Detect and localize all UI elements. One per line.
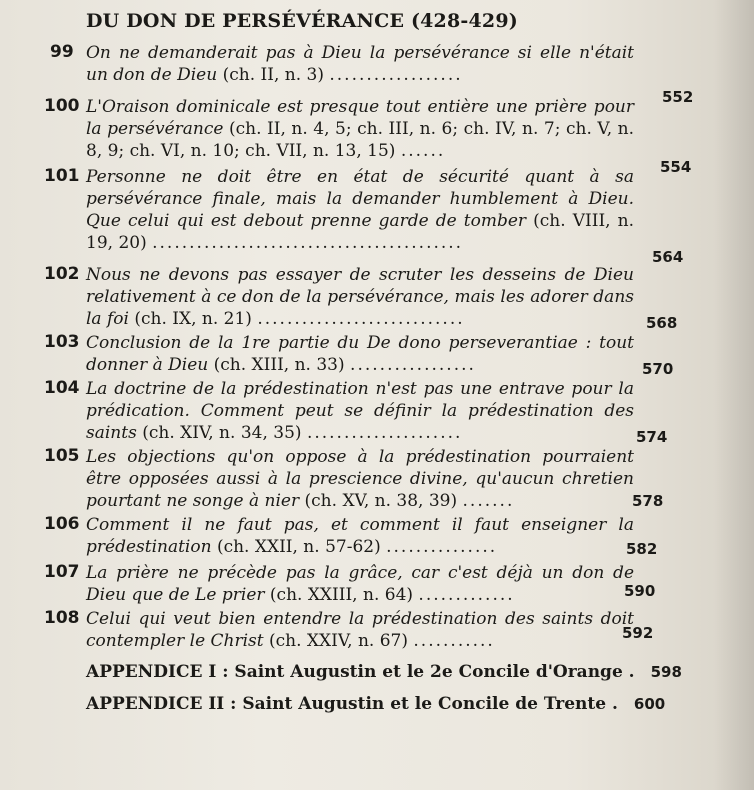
entry-reference: (ch. XXII, n. 57-62) bbox=[216, 537, 381, 557]
entry-title: Les objections qu'on oppose à la prédestination pourraient être opposées aussi à la prescience divine, qu'aucun chretien pourtant ne songe à nier bbox=[86, 447, 634, 511]
leader-dots: ............... bbox=[386, 537, 498, 557]
leader-dots: ....... bbox=[462, 491, 515, 511]
section-title: DU DON DE PERSÉVÉRANCE (428-429) bbox=[86, 10, 518, 32]
leader-dots: ............................ bbox=[257, 309, 465, 329]
entry-title: La prière ne précède pas la grâce, car c'est déjà un don de Dieu que de Le prier bbox=[86, 563, 634, 605]
entry-text bbox=[86, 264, 634, 330]
entry-reference: (ch. II, n. 4, 5; ch. III, n. 6; ch. IV, n. 7; ch. V, n. 8, 9; ch. VI, n. 10; ch. VII, n. 13, 15) bbox=[86, 119, 635, 161]
appendix-page: 600 bbox=[633, 695, 666, 713]
leader-dots: ...... bbox=[400, 141, 446, 161]
entry-text bbox=[86, 514, 634, 558]
entry-title: Conclusion de la 1re partie du De dono perseverantiae : tout donner à Dieu bbox=[86, 333, 634, 375]
entry-text bbox=[86, 378, 634, 444]
entry-title: La doctrine de la prédestination n'est pas une entrave pour la prédication. Comment peut se définir la prédestination des saints bbox=[86, 379, 634, 443]
entry-number: 104 bbox=[44, 378, 80, 398]
leader-dots: ................. bbox=[350, 355, 476, 375]
entry-reference: (ch. XXIV, n. 67) bbox=[269, 631, 408, 651]
leader-dots: .................. bbox=[329, 65, 463, 85]
entry-page: 552 bbox=[662, 88, 694, 106]
entry-text bbox=[86, 332, 634, 376]
appendix-entry bbox=[86, 694, 665, 714]
entry-number: 107 bbox=[44, 562, 80, 582]
entry-number: 101 bbox=[44, 166, 80, 186]
entry-reference: (ch. II, n. 3) bbox=[222, 65, 324, 85]
entry-page: 590 bbox=[624, 582, 656, 600]
entry-reference: (ch. IX, n. 21) bbox=[134, 309, 252, 329]
entry-number: 105 bbox=[44, 446, 80, 466]
entry-text bbox=[86, 562, 634, 606]
entry-title: On ne demanderait pas à Dieu la persévérance si elle n'était un don de Dieu bbox=[86, 43, 634, 85]
entry-reference: (ch. VIII, n. 19, 20) bbox=[86, 211, 635, 253]
entry-page: 564 bbox=[652, 248, 684, 266]
entry-text bbox=[86, 446, 634, 512]
entry-text bbox=[86, 96, 634, 162]
appendix-entry bbox=[86, 662, 682, 682]
entry-title: Comment il ne faut pas, et comment il faut enseigner la prédestination bbox=[86, 515, 634, 557]
entry-reference: (ch. XV, n. 38, 39) bbox=[304, 491, 458, 511]
entry-page: 554 bbox=[660, 158, 692, 176]
entry-number: 102 bbox=[44, 264, 80, 284]
entry-reference: (ch. XIV, n. 34, 35) bbox=[142, 423, 302, 443]
entry-number: 106 bbox=[44, 514, 80, 534]
entry-page: 568 bbox=[646, 314, 678, 332]
entry-number: 100 bbox=[44, 96, 80, 116]
entry-number: 108 bbox=[44, 608, 80, 628]
entry-title: Nous ne devons pas essayer de scruter les desseins de Dieu relativement à ce don de la persévérance, mais les adorer dans la foi bbox=[86, 265, 634, 329]
entry-page: 578 bbox=[632, 492, 664, 510]
appendix-label: APPENDICE II : Saint Augustin et le Concile de Trente . bbox=[86, 694, 618, 714]
appendix-page: 598 bbox=[650, 663, 682, 681]
entry-text bbox=[86, 608, 634, 652]
entry-reference: (ch. XIII, n. 33) bbox=[213, 355, 345, 375]
entry-title: Personne ne doit être en état de sécurité quant à sa persévérance finale, mais la demander humblement à Dieu. Que celui qui est debout prenne garde de tomber bbox=[86, 167, 634, 231]
entry-page: 574 bbox=[636, 428, 668, 446]
entry-text bbox=[86, 166, 634, 254]
leader-dots: .......................................... bbox=[152, 233, 464, 253]
entry-page: 582 bbox=[626, 540, 658, 558]
appendix-label: APPENDICE I : Saint Augustin et le 2e Concile d'Orange . bbox=[86, 662, 635, 682]
entry-number: 99 bbox=[50, 42, 74, 62]
leader-dots: ..................... bbox=[306, 423, 463, 443]
entry-title: L'Oraison dominicale est presque tout entière une prière pour la persévérance bbox=[86, 97, 634, 139]
leader-dots: ........... bbox=[413, 631, 495, 651]
entry-page: 570 bbox=[642, 360, 674, 378]
entry-reference: (ch. XXIII, n. 64) bbox=[269, 585, 414, 605]
entry-text bbox=[86, 42, 634, 86]
entry-number: 103 bbox=[44, 332, 80, 352]
entry-title: Celui qui veut bien entendre la prédestination des saints doit contempler le Christ bbox=[86, 609, 634, 651]
leader-dots: ............. bbox=[418, 585, 515, 605]
entry-page: 592 bbox=[622, 624, 654, 642]
